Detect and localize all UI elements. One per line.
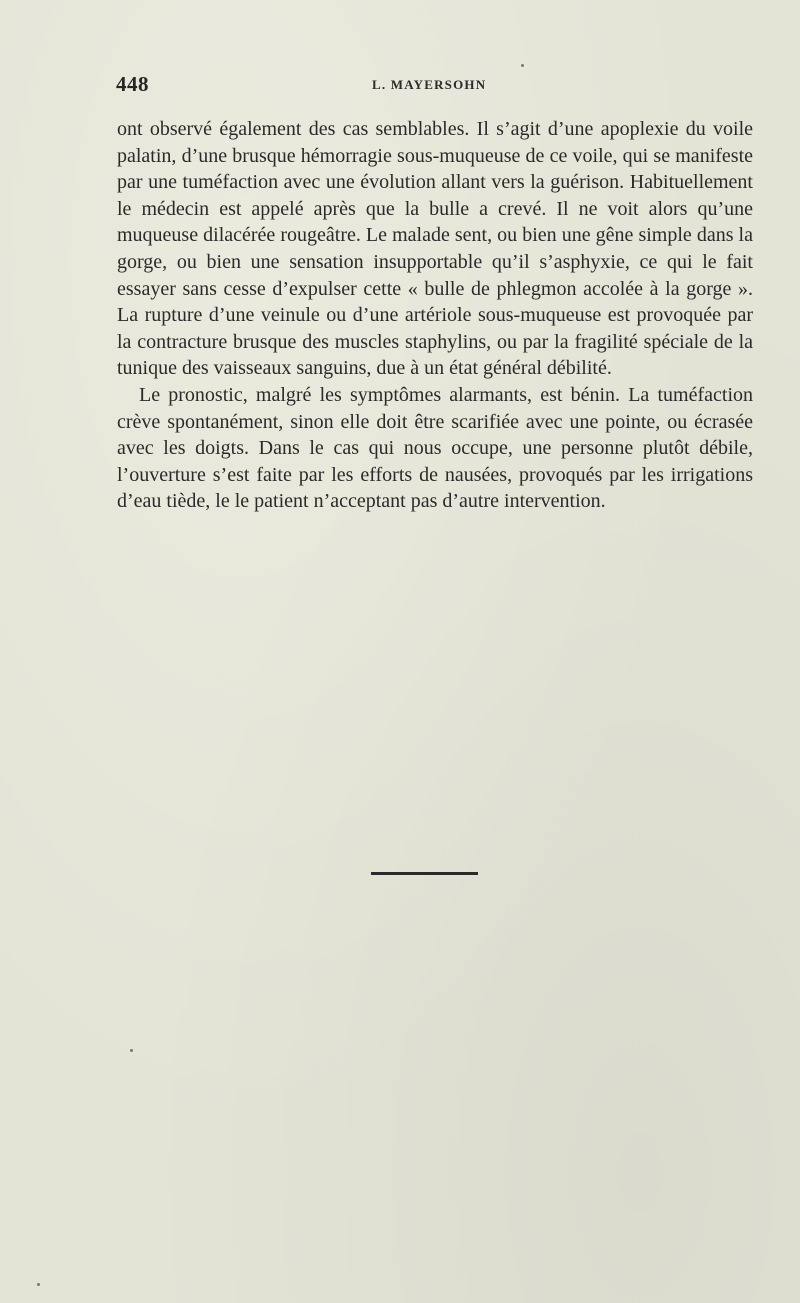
- paper-speck: [37, 1283, 40, 1286]
- page-number: 448: [116, 72, 149, 96]
- paragraph-continuation: ont observé également des cas semblables. Il s’agit d’une apoplexie du voile palatin, d’une brusque hémorragie sous-muqueuse de ce voile, qui se manifeste par une tuméfaction avec une évolution allant vers la guérison. Habituellement le médecin est appelé après que la bulle a crevé. Il ne voit alors qu’une muqueuse dilacérée rougeâtre. Le malade sent, ou bien une gêne simple dans la gorge, ou bien une sensation insupportable qu’il s’asphyxie, ce qui le fait essayer sans cesse d’expulser cette « bulle de phlegmon accolée à la gorge ». La rupture d’une veinule ou d’une artériole sous-muqueuse est provoquée par la contracture brusque des muscles staphylins, ou par la fragilité spéciale de la tunique des vaisseaux sanguins, due à un état général débilité.: [117, 118, 753, 380]
- body-text: [117, 116, 753, 515]
- paragraph-prognosis: Le pronostic, malgré les symptômes alarmants, est bénin. La tuméfaction crève spontanément, sinon elle doit être scarifiée avec une pointe, ou écrasée avec les doigts. Dans le cas qui nous occupe, une personne plutôt débile, l’ouverture s’est faite par les efforts de nausées, provoqués par les irrigations d’eau tiède, le le patient n’acceptant pas d’autre intervention.: [117, 383, 753, 513]
- running-head: L. MAYERSOHN: [372, 77, 487, 92]
- paper-speck: [130, 1049, 133, 1052]
- section-end-rule: [371, 872, 478, 875]
- paper-speck: [521, 64, 524, 67]
